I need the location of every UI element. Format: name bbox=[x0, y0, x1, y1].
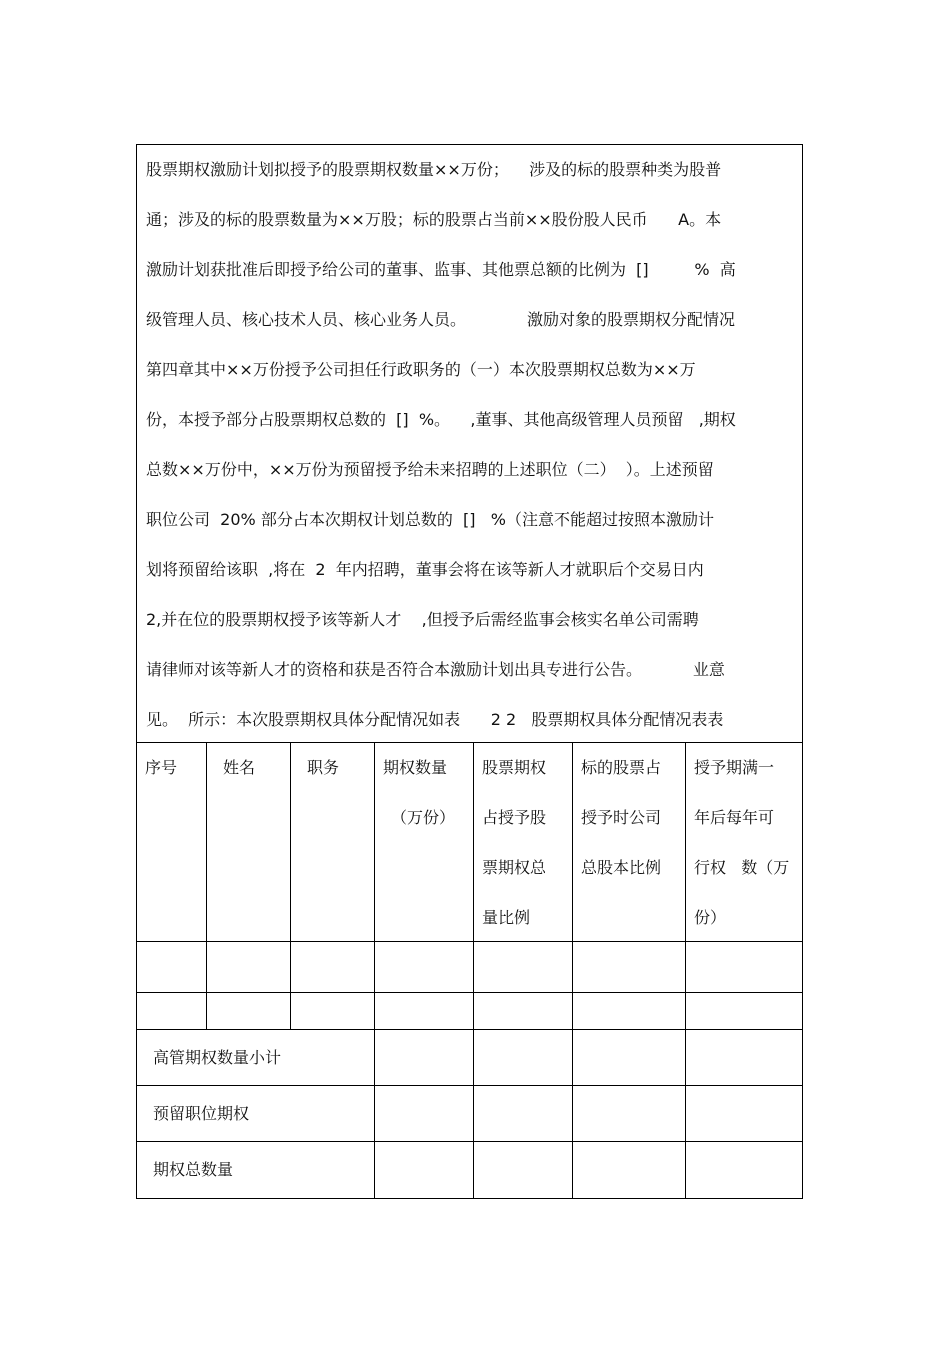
table-cell bbox=[573, 1142, 686, 1198]
summary-row-label: 预留职位期权 bbox=[153, 1104, 250, 1123]
summary-row-label: 期权总数量 bbox=[153, 1160, 234, 1179]
header-text: 授予期满一 bbox=[694, 758, 775, 777]
header-text: 行权 数（万 bbox=[694, 858, 790, 877]
header-cell-option-ratio bbox=[474, 743, 573, 942]
header-cell-option-quantity bbox=[375, 743, 474, 942]
paragraph-line: 第四章其中××万份授予公司担任行政职务的（一）本次股票期权总数为××万 bbox=[146, 360, 696, 379]
header-text: 份） bbox=[694, 908, 727, 927]
document-frame bbox=[136, 144, 803, 1199]
paragraph-line: 激励计划获批准后即授予给公司的董事、监事、其他票总额的比例为 [] % 高 bbox=[146, 260, 736, 279]
table-cell bbox=[686, 1142, 802, 1198]
table-cell bbox=[375, 1030, 474, 1086]
header-text: 占授予股 bbox=[482, 808, 547, 827]
table-cell bbox=[474, 942, 573, 993]
paragraph-line: 总数××万份中，××万份为预留授予给未来招聘的上述职位（二） ）。上述预留 bbox=[146, 460, 714, 479]
table-cell bbox=[474, 993, 573, 1030]
table-cell bbox=[375, 993, 474, 1030]
table-cell bbox=[686, 993, 802, 1030]
header-text: 股票期权 bbox=[482, 758, 547, 777]
header-text: 量比例 bbox=[482, 908, 531, 927]
table-cell bbox=[137, 942, 207, 993]
header-text: 序号 bbox=[145, 758, 178, 777]
paragraph-line: 股票期权激励计划拟授予的股票期权数量××万份； 涉及的标的股票种类为股普 bbox=[146, 160, 722, 179]
paragraph-line: 级管理人员、核心技术人员、核心业务人员。 激励对象的股票期权分配情况 bbox=[146, 310, 736, 329]
table-cell bbox=[474, 1142, 573, 1198]
header-text: 授予时公司 bbox=[581, 808, 662, 827]
header-cell-position bbox=[291, 743, 375, 942]
summary-row-label-cell bbox=[137, 1030, 375, 1086]
table-cell bbox=[686, 1086, 802, 1142]
header-text: 年后每年可 bbox=[694, 808, 775, 827]
paragraph-line: 份，本授予部分占股票期权总数的 [] %。 ,董事、其他高级管理人员预留 ,期权 bbox=[146, 410, 736, 429]
table-cell bbox=[207, 942, 291, 993]
paragraph-line: 见。 所示：本次股票期权具体分配情况如表 2 2 股票期权具体分配情况表表 bbox=[146, 710, 724, 729]
table-cell bbox=[207, 993, 291, 1030]
summary-row-label-cell bbox=[137, 1142, 375, 1198]
table-cell bbox=[291, 993, 375, 1030]
table-cell bbox=[375, 942, 474, 993]
header-text: 票期权总 bbox=[482, 858, 547, 877]
table-cell bbox=[291, 942, 375, 993]
summary-row-label-cell bbox=[137, 1086, 375, 1142]
header-cell-name bbox=[207, 743, 291, 942]
header-text: 标的股票占 bbox=[581, 758, 662, 777]
table-cell bbox=[137, 993, 207, 1030]
header-text: 期权数量 bbox=[383, 758, 448, 777]
header-text: 职务 bbox=[307, 758, 340, 777]
table-cell bbox=[686, 942, 802, 993]
table-cell bbox=[573, 993, 686, 1030]
header-cell-exercisable bbox=[686, 743, 802, 942]
table-cell bbox=[474, 1086, 573, 1142]
paragraph-line: 请律师对该等新人才的资格和获是否符合本激励计划出具专进行公告。 业意 bbox=[146, 660, 725, 679]
paragraph-line: 职位公司 20% 部分占本次期权计划总数的 [] %（注意不能超过按照本激励计 bbox=[146, 510, 714, 529]
header-cell-equity-ratio bbox=[573, 743, 686, 942]
paragraph-line: 2,并在位的股票期权授予该等新人才 ,但授予后需经监事会核实名单公司需聘 bbox=[146, 610, 699, 629]
header-text: （万份） bbox=[391, 808, 456, 827]
header-text: 姓名 bbox=[223, 758, 256, 777]
table-cell bbox=[573, 1086, 686, 1142]
paragraph-line: 通；涉及的标的股票数量为××万股；标的股票占当前××股份股人民币 A。本 bbox=[146, 210, 722, 229]
summary-row-label: 高管期权数量小计 bbox=[153, 1048, 282, 1067]
header-text: 总股本比例 bbox=[581, 858, 662, 877]
table-cell bbox=[686, 1030, 802, 1086]
table-cell bbox=[573, 942, 686, 993]
table-cell bbox=[375, 1142, 474, 1198]
table-cell bbox=[573, 1030, 686, 1086]
body-paragraph bbox=[137, 145, 802, 743]
table-cell bbox=[375, 1086, 474, 1142]
table-cell bbox=[474, 1030, 573, 1086]
header-cell-index bbox=[137, 743, 207, 942]
paragraph-line: 划将预留给该职 ,将在 2 年内招聘，董事会将在该等新人才就职后个交易日内 bbox=[146, 560, 704, 579]
